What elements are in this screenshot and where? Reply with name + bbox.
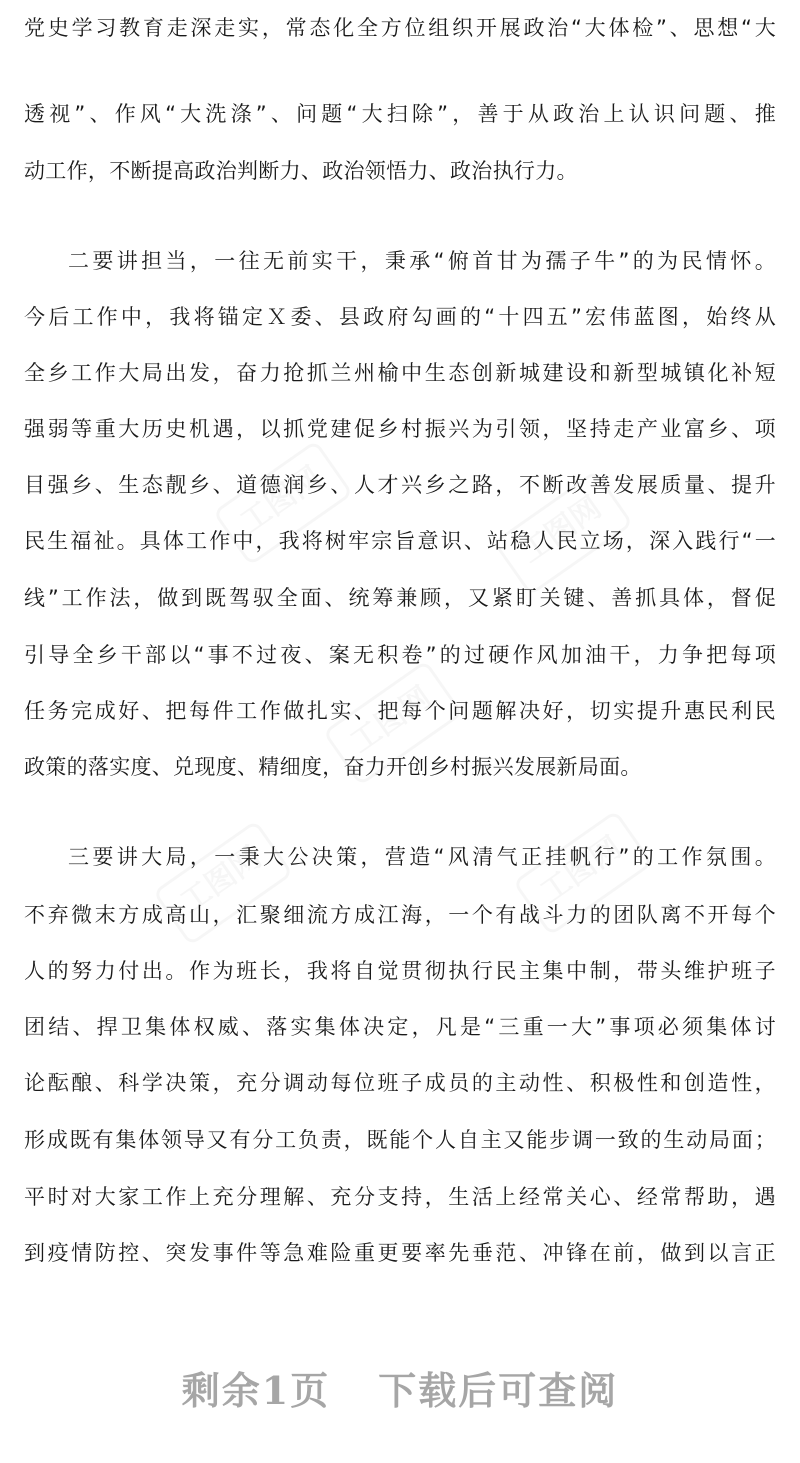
paragraph-first-line: 三要讲大局，一秉大公决策，营造“风清气正挂帆行”的工作氛围。 xyxy=(68,845,776,869)
remaining-pages-label: 剩余1页 xyxy=(181,1368,331,1413)
text-line: 全乡工作大局出发，奋力抢抓兰州榆中生态创新城建设和新型城镇化补短 xyxy=(24,361,776,385)
text-line: 不弃微末方成高山，汇聚细流方成江海，一个有战斗力的团队离不开每个 xyxy=(24,903,776,927)
text-line: 线”工作法，做到既驾驭全面、统筹兼顾，又紧盯关键、善抓具体，督促 xyxy=(24,586,776,610)
text-line: 形成既有集体领导又有分工负责，既能个人自主又能步调一致的生动局面； xyxy=(24,1128,776,1152)
text-line: 人的努力付出。作为班长，我将自觉贯彻执行民主集中制，带头维护班子 xyxy=(24,959,776,983)
text-line: 平时对大家工作上充分理解、充分支持，生活上经常关心、经常帮助，遇 xyxy=(24,1185,776,1209)
text-line: 今后工作中，我将锚定Ｘ委、县政府勾画的“十四五”宏伟蓝图，始终从 xyxy=(24,305,776,329)
text-line: 强弱等重大历史机遇，以抓党建促乡村振兴为引领，坚持走产业富乡、项 xyxy=(24,417,776,441)
text-line: 党史学习教育走深走实，常态化全方位组织开展政治“大体检”、思想“大 xyxy=(24,16,776,40)
text-line: 透视”、作风“大洗涤”、问题“大扫除”，善于从政治上认识问题、推 xyxy=(24,102,776,126)
download-prompt[interactable] xyxy=(0,1360,800,1415)
text-line: 政策的落实度、兑现度、精细度，奋力开创乡村振兴发展新局面。 xyxy=(24,755,642,779)
text-line: 论酝酿、科学决策，充分调动每位班子成员的主动性、积极性和创造性， xyxy=(24,1071,776,1095)
text-line: 目强乡、生态靓乡、道德润乡、人才兴乡之路，不断改善发展质量、提升 xyxy=(24,473,776,497)
download-to-view-label[interactable]: 下载后可查阅 xyxy=(378,1368,619,1413)
text-line: 民生福祉。具体工作中，我将树牢宗旨意识、站稳人民立场，深入践行“一 xyxy=(24,529,776,553)
text-line: 动工作，不断提高政治判断力、政治领悟力、政治执行力。 xyxy=(24,159,578,183)
text-line: 引导全乡干部以“事不过夜、案无积卷”的过硬作风加油干，力争把每项 xyxy=(24,643,776,667)
text-line: 团结、捍卫集体权威、落实集体决定，凡是“三重一大”事项必须集体讨 xyxy=(24,1015,776,1039)
text-line: 到疫情防控、突发事件等急难险重更要率先垂范、冲锋在前，做到以言正 xyxy=(24,1241,776,1265)
text-line: 任务完成好、把每件工作做扎实、把每个问题解决好，切实提升惠民利民 xyxy=(24,699,776,723)
paragraph-first-line: 二要讲担当，一往无前实干，秉承“俯首甘为孺子牛”的为民情怀。 xyxy=(68,249,776,273)
